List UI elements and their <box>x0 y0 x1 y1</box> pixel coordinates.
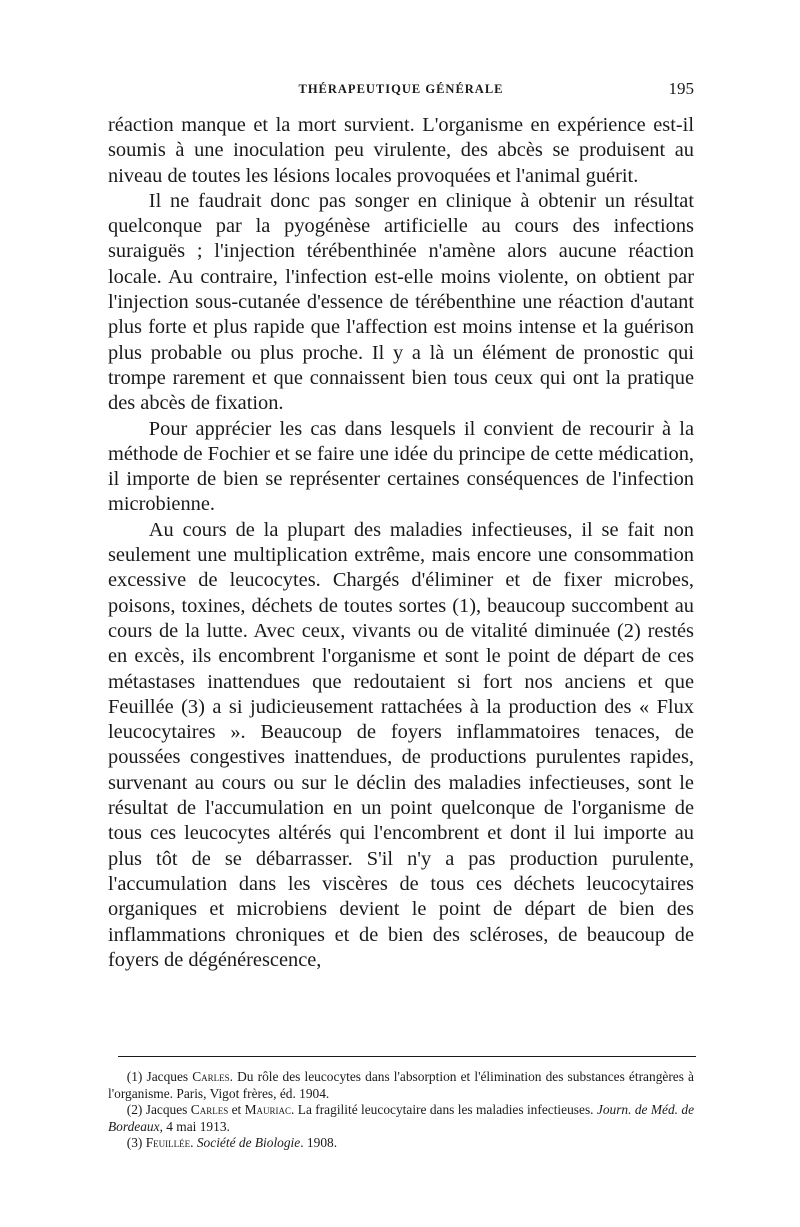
page-header <box>108 80 694 100</box>
footnote-1 <box>108 1069 694 1102</box>
paragraph-1: réaction manque et la mort survient. L'organisme en expérience est-il soumis à une inoculation peu virulente, des abcès se produisent au niveau de toutes les lésions locales provoquées et l'animal guérit. <box>108 114 694 187</box>
footnote-1-author: Carles <box>192 1069 230 1084</box>
footnote-3-author: Feuillée <box>145 1135 191 1151</box>
footnote-1-text: . Du rôle des leucocytes dans l'absorption et l'élimination des substances étrangères à l'organisme. Paris, Vigot frères, éd. 1904. <box>108 1069 694 1101</box>
footnote-2-joiner: et <box>228 1102 245 1118</box>
footnote-2 <box>108 1102 694 1135</box>
footnote-2-text: . La fragilité leucocytaire dans les maladies infectieuses. <box>291 1102 597 1118</box>
footnote-3-sep: . <box>190 1135 197 1151</box>
paragraph-3: Pour apprécier les cas dans lesquels il convient de recourir à la méthode de Fochier et se faire une idée du principe de cette médication, il importe de bien se représenter certaines conséquences de l'infection microbienne. <box>108 417 694 516</box>
footnote-3-marker: (3) <box>126 1135 146 1151</box>
footnote-separator <box>118 1056 696 1057</box>
paragraph-2: Il ne faudrait donc pas songer en clinique à obtenir un résultat quelconque par la pyogénèse artificielle au cours des infections suraiguës ; l'injection térébenthinée n'amène alors aucune réaction locale. Au contraire, l'infection est-elle moins violente, on obtient par l'injection sous-cutanée d'essence de térébenthine une réaction d'autant plus forte et plus rapide que l'affection est moins intense et la guérison plus probable ou plus proche. Il y a là un élément de pronostic qui trompe rarement et que connaissent bien tous ceux qui ont la pratique des abcès de fixation. <box>108 189 694 415</box>
footnote-2-author: Carles <box>190 1102 229 1118</box>
footnote-3-journal: Société de Biologie <box>196 1135 301 1151</box>
page-number: 195 <box>668 79 694 98</box>
paragraph-4: Au cours de la plupart des maladies infectieuses, il se fait non seulement une multiplication extrême, mais encore une consommation excessive de leucocytes. Chargés d'éliminer et de fixer microbes, poisons, toxines, déchets de toutes sortes (1), beaucoup succombent au cours de la lutte. Avec ceux, vivants ou de vitalité diminuée (2) restés en excès, ils encombrent l'organisme et sont le point de départ de ces métastases inattendues que redoutaient si fort nos anciens et que Feuillée (3) a si judicieusement rattachées à la production des « Flux leucocytaires ». Beaucoup de foyers inflammatoires tenaces, de poussées congestives inattendues, de productions purulentes rapides, survenant au cours ou sur le déclin des maladies infectieuses, sont le résultat de l'accumulation en un point quelconque de l'organisme de tous ces leucocytes altérés qui l'encombrent et dont il lui importe au plus tôt de se débarrasser. S'il n'y a pas production purulente, l'accumulation dans les viscères de tous ces déchets leucocytaires organiques et microbiens devient le point de départ de bien des inflammations chroniques et de bien des scléroses, de beaucoup de foyers de dégénérescence, <box>108 518 694 971</box>
footnote-2-journal: Journ. de Méd. de Bordeaux <box>108 1102 695 1134</box>
footnote-3 <box>108 1135 694 1152</box>
main-text <box>108 113 694 973</box>
footnote-1-marker: (1) Jacques <box>126 1069 193 1084</box>
footnotes <box>108 1069 694 1152</box>
footnote-2-rest: , 4 mai 1913. <box>159 1118 230 1134</box>
running-title: THÉRAPEUTIQUE GÉNÉRALE <box>298 82 504 96</box>
footnote-2-marker: (2) Jacques <box>126 1102 191 1118</box>
footnote-3-rest: . 1908. <box>300 1135 338 1151</box>
footnote-2-author-2: Mauriac <box>244 1102 292 1118</box>
